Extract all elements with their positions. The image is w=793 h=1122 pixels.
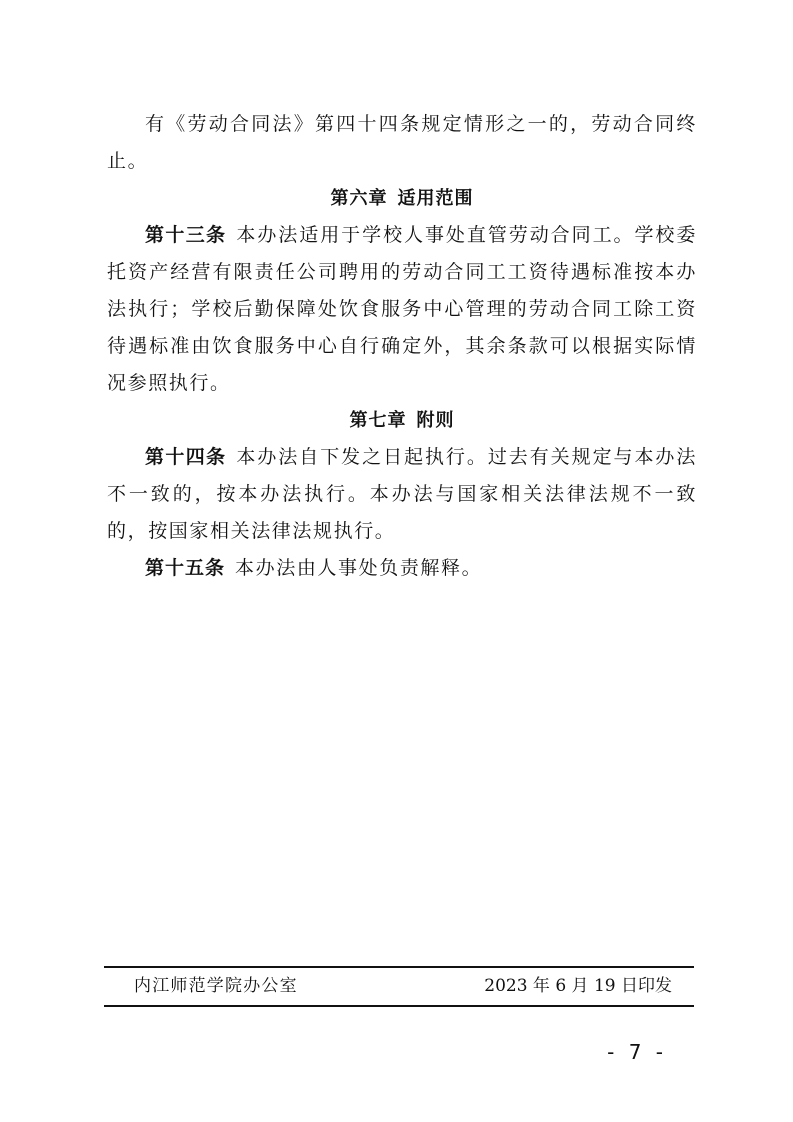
chapter-7-heading [107,402,697,439]
article-13-label: 第十三条 [145,224,227,246]
issuing-office: 内江师范学院办公室 [134,976,298,996]
document-body [107,106,697,587]
article-14-label: 第十四条 [145,446,227,468]
article-15-label: 第十五条 [145,557,226,579]
chapter-7-number: 第七章 [349,410,407,431]
article-15-text: 本办法由人事处负责解释。 [235,557,483,579]
article-13-text: 本办法适用于学校人事处直管劳动合同工。学校委托资产经营有限责任公司聘用的劳动合同工工资待遇标准按本办法执行；学校后勤保障处饮食服务中心管理的劳动合同工除工资待遇标准由饮食服务中心自行确定外，其余条款可以根据实际情况参照执行。 [107,224,697,394]
chapter-6-number: 第六章 [330,188,388,209]
article-14-text: 本办法自下发之日起执行。过去有关规定与本办法不一致的，按本办法执行。本办法与国家相关法律法规不一致的，按国家相关法律法规执行。 [107,446,697,542]
chapter-6-heading [107,180,697,217]
chapter-7-title: 附则 [416,410,455,431]
paragraph-continuation: 有《劳动合同法》第四十四条规定情形之一的，劳动合同终止。 [107,113,697,172]
article-14 [107,439,697,550]
issuance-footer [104,966,694,1007]
page-number: - 7 - [607,1040,667,1064]
article-15 [107,550,697,587]
article-13 [107,217,697,402]
issue-date: 2023 年 6 月 19 日印发 [484,976,672,996]
chapter-6-title: 适用范围 [397,188,474,209]
